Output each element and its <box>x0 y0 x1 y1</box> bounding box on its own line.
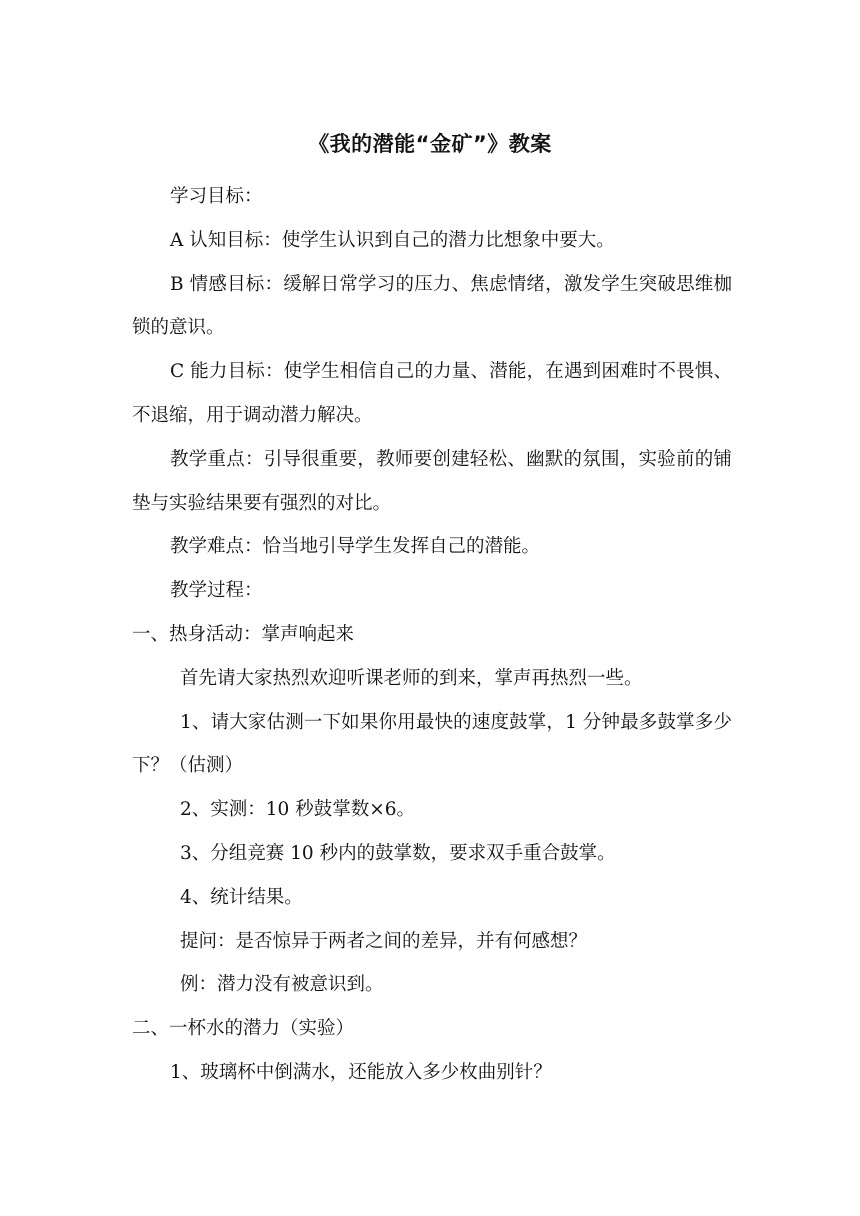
paragraph-question: 提问：是否惊异于两者之间的差异，并有何感想？ <box>180 930 588 952</box>
paragraph-goal-c: C 能力目标：使学生相信自己的力量、潜能，在遇到困难时不畏惧、不退缩，用于调动潜力解决。 <box>132 361 732 426</box>
paragraph-goal-b: B 情感目标：缓解日常学习的压力、焦虑情绪，激发学生突破思维枷锁的意识。 <box>132 273 732 339</box>
section-heading-2: 二、一杯水的潜力（实验） <box>132 1018 355 1040</box>
list-item-1: 1、请大家估测一下如果你用最快的速度鼓掌，1 分钟最多鼓掌多少下？（估测） <box>132 711 732 777</box>
paragraph-learning-goals: 学习目标： <box>170 186 263 207</box>
paragraph-process: 教学过程： <box>170 580 263 602</box>
section-heading-1: 一、热身活动：掌声响起来 <box>132 623 355 645</box>
paragraph-example: 例：潜力没有被意识到。 <box>180 974 384 996</box>
paragraph-key-points: 教学重点：引导很重要，教师要创建轻松、幽默的氛围，实验前的铺垫与实验结果要有强烈的对比。 <box>132 448 732 514</box>
list-item-3: 3、分组竞赛 10 秒内的鼓掌数，要求双手重合鼓掌。 <box>180 842 616 864</box>
paragraph-goal-a: A 认知目标：使学生认识到自己的潜力比想象中要大。 <box>170 229 615 251</box>
document-title: 《我的潜能“金矿”》教案 <box>308 132 552 156</box>
paragraph-difficulties: 教学难点：恰当地引导学生发挥自己的潜能。 <box>170 536 541 558</box>
list-item-2: 2、实测：10 秒鼓掌数×6。 <box>180 799 415 821</box>
list-item-experiment-1: 1、玻璃杯中倒满水，还能放入多少枚曲别针？ <box>170 1061 552 1083</box>
document-body <box>132 175 732 1095</box>
list-item-4: 4、统计结果。 <box>180 886 303 908</box>
paragraph-welcome: 首先请大家热烈欢迎听课老师的到来，掌声再热烈一些。 <box>180 667 643 689</box>
